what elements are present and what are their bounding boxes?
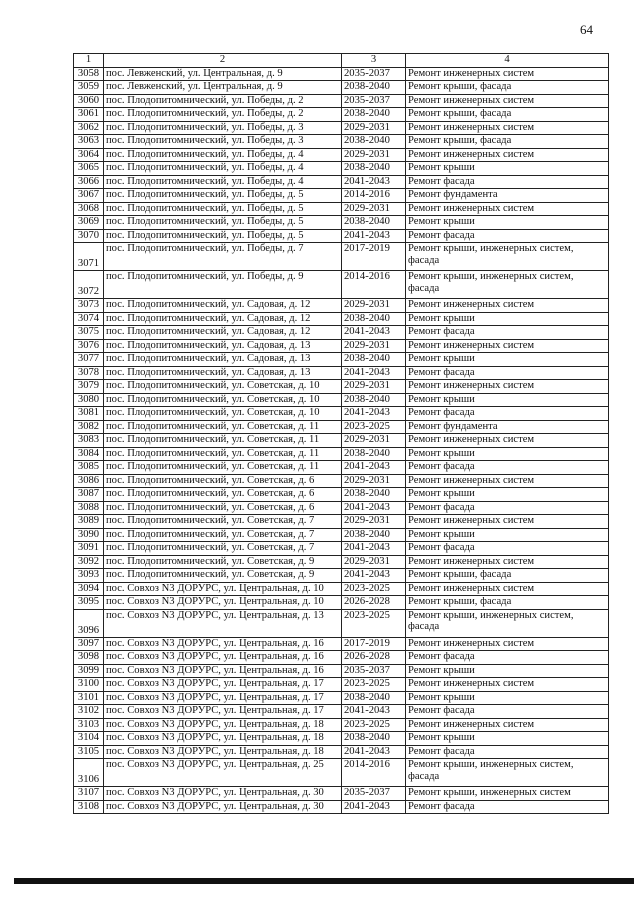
table-cell: 2041-2043 bbox=[342, 542, 406, 556]
table-cell: 2041-2043 bbox=[342, 175, 406, 189]
table-cell: 3078 bbox=[74, 366, 104, 380]
repair-schedule-table bbox=[73, 53, 609, 814]
table-row bbox=[74, 461, 609, 475]
table-cell: Ремонт крыши bbox=[406, 732, 609, 746]
table-cell: Ремонт инженерных систем bbox=[406, 121, 609, 135]
table-cell: 2041-2043 bbox=[342, 705, 406, 719]
table-cell: 3077 bbox=[74, 353, 104, 367]
table-cell: 3090 bbox=[74, 528, 104, 542]
table-cell: Ремонт крыши bbox=[406, 312, 609, 326]
table-cell: 3074 bbox=[74, 312, 104, 326]
table-cell: Ремонт крыши, инженерных систем bbox=[406, 787, 609, 801]
table-cell: 3098 bbox=[74, 651, 104, 665]
table-row bbox=[74, 501, 609, 515]
table-cell: Ремонт фундамента bbox=[406, 420, 609, 434]
table-cell: пос. Совхоз N3 ДОРУРС, ул. Центральная, д. 18 bbox=[104, 732, 342, 746]
table-cell: 3076 bbox=[74, 339, 104, 353]
header-cell: 2 bbox=[104, 54, 342, 68]
table-row bbox=[74, 202, 609, 216]
table-cell: пос. Плодопитомнический, ул. Победы, д. 5 bbox=[104, 202, 342, 216]
table-cell: пос. Совхоз N3 ДОРУРС, ул. Центральная, д. 18 bbox=[104, 745, 342, 759]
table-cell: 3104 bbox=[74, 732, 104, 746]
table-cell: 3091 bbox=[74, 542, 104, 556]
table-row bbox=[74, 691, 609, 705]
table-cell: 2029-2031 bbox=[342, 299, 406, 313]
table-cell: 2041-2043 bbox=[342, 461, 406, 475]
table-cell: Ремонт крыши, инженерных систем, фасада bbox=[406, 609, 609, 637]
table-cell: пос. Плодопитомнический, ул. Садовая, д. 13 bbox=[104, 353, 342, 367]
table-cell: 2038-2040 bbox=[342, 528, 406, 542]
table-cell: 3065 bbox=[74, 162, 104, 176]
table-cell: 2029-2031 bbox=[342, 148, 406, 162]
table-cell: пос. Плодопитомнический, ул. Победы, д. 7 bbox=[104, 243, 342, 271]
table-cell: 3060 bbox=[74, 94, 104, 108]
table-cell: пос. Совхоз N3 ДОРУРС, ул. Центральная, д. 30 bbox=[104, 787, 342, 801]
table-cell: пос. Совхоз N3 ДОРУРС, ул. Центральная, д. 10 bbox=[104, 596, 342, 610]
table-cell: Ремонт фундамента bbox=[406, 189, 609, 203]
table-cell: пос. Плодопитомнический, ул. Советская, д. 11 bbox=[104, 434, 342, 448]
table-row bbox=[74, 787, 609, 801]
table-cell: 3102 bbox=[74, 705, 104, 719]
table-cell: пос. Плодопитомнический, ул. Победы, д. 9 bbox=[104, 271, 342, 299]
table-cell: пос. Совхоз N3 ДОРУРС, ул. Центральная, д. 13 bbox=[104, 609, 342, 637]
table-cell: 2035-2037 bbox=[342, 94, 406, 108]
table-cell: 3058 bbox=[74, 67, 104, 81]
table-row bbox=[74, 434, 609, 448]
table-cell: Ремонт инженерных систем bbox=[406, 718, 609, 732]
table-row bbox=[74, 528, 609, 542]
table-cell: 2029-2031 bbox=[342, 555, 406, 569]
table-cell: 2038-2040 bbox=[342, 108, 406, 122]
table-row bbox=[74, 326, 609, 340]
table-cell: 2041-2043 bbox=[342, 800, 406, 814]
table-cell: Ремонт крыши bbox=[406, 216, 609, 230]
table-cell: 2038-2040 bbox=[342, 393, 406, 407]
table-cell: 2023-2025 bbox=[342, 420, 406, 434]
table-row bbox=[74, 380, 609, 394]
table-cell: Ремонт крыши, фасада bbox=[406, 596, 609, 610]
table-cell: Ремонт крыши, инженерных систем, фасада bbox=[406, 271, 609, 299]
table-cell: 3092 bbox=[74, 555, 104, 569]
table-row bbox=[74, 121, 609, 135]
table-cell: 3070 bbox=[74, 229, 104, 243]
header-cell: 4 bbox=[406, 54, 609, 68]
table-row bbox=[74, 94, 609, 108]
table-cell: 2023-2025 bbox=[342, 609, 406, 637]
table-cell: пос. Плодопитомнический, ул. Победы, д. 5 bbox=[104, 189, 342, 203]
table-cell: пос. Плодопитомнический, ул. Победы, д. 3 bbox=[104, 135, 342, 149]
table-cell: Ремонт фасада bbox=[406, 800, 609, 814]
table-cell: 3071 bbox=[74, 243, 104, 271]
table-cell: Ремонт фасада bbox=[406, 461, 609, 475]
page-number: 64 bbox=[580, 22, 593, 37]
table-row bbox=[74, 745, 609, 759]
header-cell: 3 bbox=[342, 54, 406, 68]
table-cell: 3108 bbox=[74, 800, 104, 814]
table-cell: пос. Совхоз N3 ДОРУРС, ул. Центральная, д. 16 bbox=[104, 664, 342, 678]
table-cell: 3068 bbox=[74, 202, 104, 216]
table-row bbox=[74, 637, 609, 651]
table-cell: пос. Плодопитомнический, ул. Советская, д. 6 bbox=[104, 501, 342, 515]
table-row bbox=[74, 447, 609, 461]
table-cell: 3083 bbox=[74, 434, 104, 448]
table-cell: Ремонт фасада bbox=[406, 542, 609, 556]
table-cell: 3100 bbox=[74, 678, 104, 692]
table-cell: пос. Совхоз N3 ДОРУРС, ул. Центральная, д. 10 bbox=[104, 582, 342, 596]
table-cell: 3061 bbox=[74, 108, 104, 122]
table-cell: Ремонт инженерных систем bbox=[406, 474, 609, 488]
table-cell: Ремонт фасада bbox=[406, 175, 609, 189]
table-cell: пос. Совхоз N3 ДОРУРС, ул. Центральная, д. 17 bbox=[104, 678, 342, 692]
table-cell: Ремонт инженерных систем bbox=[406, 637, 609, 651]
table-cell: 2041-2043 bbox=[342, 569, 406, 583]
table-row bbox=[74, 609, 609, 637]
table-cell: пос. Левженский, ул. Центральная, д. 9 bbox=[104, 81, 342, 95]
table-cell: 2014-2016 bbox=[342, 189, 406, 203]
table-cell: 3093 bbox=[74, 569, 104, 583]
table-row bbox=[74, 732, 609, 746]
table-row bbox=[74, 312, 609, 326]
table-row bbox=[74, 189, 609, 203]
table-cell: Ремонт инженерных систем bbox=[406, 339, 609, 353]
table-cell: 2038-2040 bbox=[342, 216, 406, 230]
table-cell: 3079 bbox=[74, 380, 104, 394]
table-cell: пос. Плодопитомнический, ул. Советская, д. 10 bbox=[104, 393, 342, 407]
table-cell: Ремонт крыши, фасада bbox=[406, 135, 609, 149]
table-cell: 2038-2040 bbox=[342, 312, 406, 326]
table-cell: 3106 bbox=[74, 759, 104, 787]
table-cell: пос. Совхоз N3 ДОРУРС, ул. Центральная, д. 18 bbox=[104, 718, 342, 732]
table-cell: пос. Плодопитомнический, ул. Советская, д. 11 bbox=[104, 447, 342, 461]
table-cell: 3063 bbox=[74, 135, 104, 149]
table-cell: пос. Плодопитомнический, ул. Советская, д. 7 bbox=[104, 528, 342, 542]
table-cell: Ремонт инженерных систем bbox=[406, 202, 609, 216]
table-cell: пос. Плодопитомнический, ул. Победы, д. 3 bbox=[104, 121, 342, 135]
table-row bbox=[74, 353, 609, 367]
table-cell: 2035-2037 bbox=[342, 787, 406, 801]
table-cell: 2014-2016 bbox=[342, 271, 406, 299]
table-cell: 3075 bbox=[74, 326, 104, 340]
table-cell: пос. Совхоз N3 ДОРУРС, ул. Центральная, д. 25 bbox=[104, 759, 342, 787]
table-cell: Ремонт инженерных систем bbox=[406, 380, 609, 394]
table-cell: 2017-2019 bbox=[342, 637, 406, 651]
table-cell: 2041-2043 bbox=[342, 501, 406, 515]
table-cell: пос. Плодопитомнический, ул. Советская, д. 11 bbox=[104, 420, 342, 434]
table-cell: 2038-2040 bbox=[342, 732, 406, 746]
table-cell: 3095 bbox=[74, 596, 104, 610]
table-cell: 3082 bbox=[74, 420, 104, 434]
table-cell: 2038-2040 bbox=[342, 447, 406, 461]
table-cell: пос. Левженский, ул. Центральная, д. 9 bbox=[104, 67, 342, 81]
table-cell: Ремонт крыши bbox=[406, 447, 609, 461]
table-cell: 3105 bbox=[74, 745, 104, 759]
table-row bbox=[74, 339, 609, 353]
table-cell: 2035-2037 bbox=[342, 664, 406, 678]
table-row bbox=[74, 81, 609, 95]
table-cell: Ремонт инженерных систем bbox=[406, 434, 609, 448]
table-cell: Ремонт фасада bbox=[406, 366, 609, 380]
table-cell: 2041-2043 bbox=[342, 326, 406, 340]
table-cell: 2041-2043 bbox=[342, 229, 406, 243]
table-row bbox=[74, 759, 609, 787]
table-cell: 2026-2028 bbox=[342, 651, 406, 665]
table-cell: пос. Плодопитомнический, ул. Садовая, д. 13 bbox=[104, 366, 342, 380]
table-cell: пос. Совхоз N3 ДОРУРС, ул. Центральная, д. 16 bbox=[104, 651, 342, 665]
table-cell: пос. Плодопитомнический, ул. Победы, д. 2 bbox=[104, 94, 342, 108]
table-row bbox=[74, 420, 609, 434]
table-cell: пос. Плодопитомнический, ул. Советская, д. 7 bbox=[104, 515, 342, 529]
table-cell: 3101 bbox=[74, 691, 104, 705]
table-row bbox=[74, 366, 609, 380]
table-cell: Ремонт фасада bbox=[406, 407, 609, 421]
table-row bbox=[74, 108, 609, 122]
table-cell: Ремонт крыши bbox=[406, 488, 609, 502]
table-row bbox=[74, 162, 609, 176]
table-row bbox=[74, 271, 609, 299]
table-cell: 3062 bbox=[74, 121, 104, 135]
table-cell: Ремонт крыши, фасада bbox=[406, 108, 609, 122]
table-row bbox=[74, 474, 609, 488]
table-cell: 3069 bbox=[74, 216, 104, 230]
table-row bbox=[74, 299, 609, 313]
table-cell: 2038-2040 bbox=[342, 81, 406, 95]
table-cell: пос. Совхоз N3 ДОРУРС, ул. Центральная, д. 17 bbox=[104, 705, 342, 719]
table-cell: Ремонт инженерных систем bbox=[406, 582, 609, 596]
table-row bbox=[74, 67, 609, 81]
table-cell: Ремонт крыши, фасада bbox=[406, 81, 609, 95]
table-cell: Ремонт инженерных систем bbox=[406, 515, 609, 529]
table-cell: 2023-2025 bbox=[342, 582, 406, 596]
table-cell: пос. Плодопитомнический, ул. Победы, д. 2 bbox=[104, 108, 342, 122]
table-cell: пос. Совхоз N3 ДОРУРС, ул. Центральная, д. 30 bbox=[104, 800, 342, 814]
table-row bbox=[74, 407, 609, 421]
table-cell: 3089 bbox=[74, 515, 104, 529]
table-cell: пос. Плодопитомнический, ул. Советская, д. 10 bbox=[104, 407, 342, 421]
table-cell: Ремонт инженерных систем bbox=[406, 678, 609, 692]
table-cell: пос. Плодопитомнический, ул. Победы, д. 4 bbox=[104, 175, 342, 189]
table-row bbox=[74, 569, 609, 583]
table-cell: пос. Плодопитомнический, ул. Советская, д. 9 bbox=[104, 569, 342, 583]
table-cell: 3087 bbox=[74, 488, 104, 502]
table-row bbox=[74, 243, 609, 271]
table-cell: 2029-2031 bbox=[342, 202, 406, 216]
table-cell: 2038-2040 bbox=[342, 353, 406, 367]
table-cell: Ремонт инженерных систем bbox=[406, 299, 609, 313]
table-cell: 2029-2031 bbox=[342, 474, 406, 488]
table-cell: Ремонт крыши bbox=[406, 162, 609, 176]
table-cell: пос. Плодопитомнический, ул. Садовая, д. 12 bbox=[104, 299, 342, 313]
table-cell: 3073 bbox=[74, 299, 104, 313]
table-cell: 3094 bbox=[74, 582, 104, 596]
table-cell: Ремонт крыши bbox=[406, 393, 609, 407]
table-row bbox=[74, 488, 609, 502]
table-cell: пос. Плодопитомнический, ул. Советская, д. 10 bbox=[104, 380, 342, 394]
table-cell: пос. Плодопитомнический, ул. Советская, д. 7 bbox=[104, 542, 342, 556]
header-cell: 1 bbox=[74, 54, 104, 68]
table-cell: 2038-2040 bbox=[342, 162, 406, 176]
table-cell: 3096 bbox=[74, 609, 104, 637]
table-row bbox=[74, 718, 609, 732]
table-cell: 2023-2025 bbox=[342, 718, 406, 732]
table-cell: 3103 bbox=[74, 718, 104, 732]
table-cell: пос. Плодопитомнический, ул. Советская, д. 11 bbox=[104, 461, 342, 475]
table-cell: 2041-2043 bbox=[342, 407, 406, 421]
table-cell: Ремонт фасада bbox=[406, 651, 609, 665]
table-cell: Ремонт фасада bbox=[406, 745, 609, 759]
table-cell: пос. Плодопитомнический, ул. Советская, д. 6 bbox=[104, 474, 342, 488]
table-cell: 3081 bbox=[74, 407, 104, 421]
table-header-row bbox=[74, 54, 609, 68]
table-row bbox=[74, 393, 609, 407]
table-cell: 3067 bbox=[74, 189, 104, 203]
table-cell: 3086 bbox=[74, 474, 104, 488]
table-cell: пос. Плодопитомнический, ул. Садовая, д. 13 bbox=[104, 339, 342, 353]
table-cell: Ремонт инженерных систем bbox=[406, 555, 609, 569]
table-cell: 3085 bbox=[74, 461, 104, 475]
table-row bbox=[74, 800, 609, 814]
table-cell: пос. Плодопитомнический, ул. Советская, д. 9 bbox=[104, 555, 342, 569]
table-row bbox=[74, 148, 609, 162]
table-cell: 3080 bbox=[74, 393, 104, 407]
table-row bbox=[74, 175, 609, 189]
table-cell: Ремонт крыши, инженерных систем, фасада bbox=[406, 243, 609, 271]
table-row bbox=[74, 555, 609, 569]
table-cell: 3097 bbox=[74, 637, 104, 651]
table-cell: 2029-2031 bbox=[342, 434, 406, 448]
table-cell: 2014-2016 bbox=[342, 759, 406, 787]
table-cell: 2029-2031 bbox=[342, 380, 406, 394]
table-cell: Ремонт крыши bbox=[406, 691, 609, 705]
table-cell: 2026-2028 bbox=[342, 596, 406, 610]
table-cell: 2035-2037 bbox=[342, 67, 406, 81]
table-row bbox=[74, 542, 609, 556]
table-cell: 2038-2040 bbox=[342, 691, 406, 705]
table-cell: 2041-2043 bbox=[342, 366, 406, 380]
table-row bbox=[74, 135, 609, 149]
table-cell: 2029-2031 bbox=[342, 121, 406, 135]
table-cell: 3099 bbox=[74, 664, 104, 678]
table-cell: 3084 bbox=[74, 447, 104, 461]
table-cell: пос. Плодопитомнический, ул. Победы, д. 5 bbox=[104, 229, 342, 243]
bottom-border-line bbox=[14, 878, 634, 884]
table-cell: пос. Плодопитомнический, ул. Садовая, д. 12 bbox=[104, 312, 342, 326]
table-row bbox=[74, 216, 609, 230]
table-cell: Ремонт инженерных систем bbox=[406, 67, 609, 81]
table-cell: Ремонт крыши bbox=[406, 353, 609, 367]
table-cell: Ремонт фасада bbox=[406, 705, 609, 719]
table-cell: пос. Совхоз N3 ДОРУРС, ул. Центральная, д. 17 bbox=[104, 691, 342, 705]
table-cell: Ремонт инженерных систем bbox=[406, 94, 609, 108]
table-row bbox=[74, 664, 609, 678]
table-cell: 2017-2019 bbox=[342, 243, 406, 271]
table-cell: пос. Плодопитомнический, ул. Советская, д. 6 bbox=[104, 488, 342, 502]
table-row bbox=[74, 596, 609, 610]
table-cell: Ремонт фасада bbox=[406, 229, 609, 243]
table-cell: Ремонт крыши, фасада bbox=[406, 569, 609, 583]
table-cell: Ремонт крыши bbox=[406, 528, 609, 542]
table-cell: пос. Плодопитомнический, ул. Победы, д. 4 bbox=[104, 162, 342, 176]
table-cell: пос. Плодопитомнический, ул. Победы, д. 5 bbox=[104, 216, 342, 230]
table-row bbox=[74, 651, 609, 665]
table-cell: пос. Совхоз N3 ДОРУРС, ул. Центральная, д. 16 bbox=[104, 637, 342, 651]
table-cell: 2029-2031 bbox=[342, 515, 406, 529]
table-row bbox=[74, 705, 609, 719]
table-cell: 3107 bbox=[74, 787, 104, 801]
table-cell: 3064 bbox=[74, 148, 104, 162]
table-cell: 3072 bbox=[74, 271, 104, 299]
table-row bbox=[74, 678, 609, 692]
table-cell: Ремонт крыши, инженерных систем, фасада bbox=[406, 759, 609, 787]
table-cell: 3059 bbox=[74, 81, 104, 95]
table-cell: Ремонт крыши bbox=[406, 664, 609, 678]
table-row bbox=[74, 582, 609, 596]
table-cell: 2023-2025 bbox=[342, 678, 406, 692]
table-row bbox=[74, 515, 609, 529]
table-cell: 3066 bbox=[74, 175, 104, 189]
table-cell: Ремонт фасада bbox=[406, 326, 609, 340]
table-cell: 2029-2031 bbox=[342, 339, 406, 353]
table-cell: 3088 bbox=[74, 501, 104, 515]
table-cell: 2038-2040 bbox=[342, 135, 406, 149]
table-cell: пос. Плодопитомнический, ул. Садовая, д. 12 bbox=[104, 326, 342, 340]
table-row bbox=[74, 229, 609, 243]
table-cell: пос. Плодопитомнический, ул. Победы, д. 4 bbox=[104, 148, 342, 162]
table-cell: Ремонт фасада bbox=[406, 501, 609, 515]
table-cell: 2038-2040 bbox=[342, 488, 406, 502]
table-cell: Ремонт инженерных систем bbox=[406, 148, 609, 162]
table-cell: 2041-2043 bbox=[342, 745, 406, 759]
